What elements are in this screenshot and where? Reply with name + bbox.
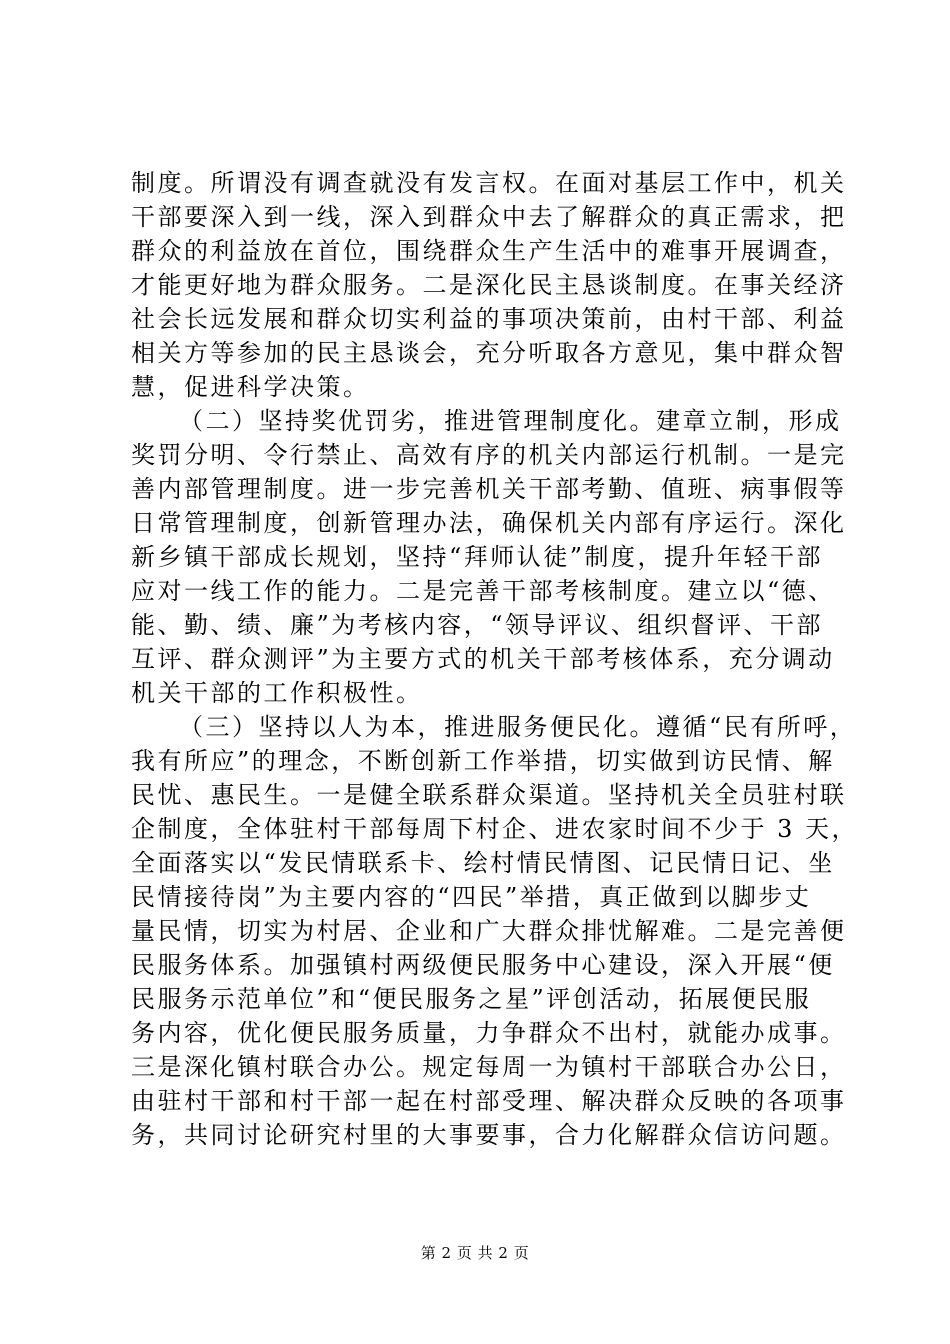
paragraph-line: 干部要深入到一线，深入到群众中去了解群众的真正需求，把 bbox=[131, 203, 847, 231]
paragraph-line: 慧，促进科学决策。 bbox=[131, 373, 370, 401]
paragraph-line: 民忧、惠民生。一是健全联系群众渠道。坚持机关全员驻村联 bbox=[131, 781, 847, 809]
paragraph-line: 善内部管理制度。进一步完善机关干部考勤、值班、病事假等 bbox=[131, 475, 847, 503]
page-number-label: 第 2 页 共 2 页 bbox=[420, 1244, 530, 1262]
paragraph-line: 民服务示范单位”和“便民服务之星”评创活动，拓展便民服 bbox=[131, 985, 812, 1013]
paragraph-line: 社会长远发展和群众切实利益的事项决策前，由村干部、利益 bbox=[131, 305, 847, 333]
document-body bbox=[131, 166, 859, 1152]
paragraph-line: 日常管理制度，创新管理办法，确保机关内部有序运行。深化 bbox=[131, 509, 847, 537]
paragraph-line: 企制度，全体驻村干部每周下村企、进农家时间不少于 3 天， bbox=[131, 815, 859, 843]
paragraph-line: 全面落实以“发民情联系卡、绘村情民情图、记民情日记、坐 bbox=[131, 849, 835, 877]
paragraph-line: 民情接待岗”为主要内容的“四民”举措，真正做到以脚步丈 bbox=[131, 883, 812, 911]
paragraph-line: 民服务体系。加强镇村两级便民服务中心建设，深入开展“便 bbox=[131, 951, 835, 979]
paragraph-line: 才能更好地为群众服务。二是深化民主恳谈制度。在事关经济 bbox=[131, 271, 847, 299]
paragraph-line: 新乡镇干部成长规划，坚持“拜师认徒”制度，提升年轻干部 bbox=[131, 543, 824, 571]
paragraph-line: 奖罚分明、令行禁止、高效有序的机关内部运行机制。一是完 bbox=[131, 441, 847, 469]
paragraph-line: 我有所应”的理念，不断创新工作举措，切实做到访民情、解 bbox=[131, 747, 835, 775]
section-heading-line: （二）坚持奖优罚劣，推进管理制度化。建章立制，形成 bbox=[179, 407, 842, 435]
paragraph-line: 三是深化镇村联合办公。规定每周一为镇村干部联合办公日， bbox=[131, 1053, 847, 1081]
paragraph-line: 能、勤、绩、廉”为考核内容，“领导评议、组织督评、干部 bbox=[131, 611, 824, 639]
paragraph-line: 量民情，切实为村居、企业和广大群众排忧解难。二是完善便 bbox=[131, 917, 847, 945]
paragraph-line: 务内容，优化便民服务质量，力争群众不出村，就能办成事。 bbox=[131, 1019, 847, 1047]
section-heading-line: （三）坚持以人为本，推进服务便民化。遵循“民有所呼， bbox=[179, 713, 857, 741]
paragraph-line: 机关干部的工作积极性。 bbox=[131, 679, 423, 707]
paragraph-line: 应对一线工作的能力。二是完善干部考核制度。建立以“德、 bbox=[131, 577, 835, 605]
paragraph-line: 务，共同讨论研究村里的大事要事，合力化解群众信访问题。 bbox=[131, 1121, 847, 1149]
page-footer bbox=[0, 1243, 950, 1263]
paragraph-line: 相关方等参加的民主恳谈会，充分听取各方意见，集中群众智 bbox=[131, 339, 847, 367]
paragraph-line: 互评、群众测评”为主要方式的机关干部考核体系，充分调动 bbox=[131, 645, 835, 673]
paragraph-line: 制度。所谓没有调查就没有发言权。在面对基层工作中，机关 bbox=[131, 169, 847, 197]
paragraph-line: 群众的利益放在首位，围绕群众生产生活中的难事开展调查， bbox=[131, 237, 847, 265]
paragraph-line: 由驻村干部和村干部一起在村部受理、解决群众反映的各项事 bbox=[131, 1087, 847, 1115]
